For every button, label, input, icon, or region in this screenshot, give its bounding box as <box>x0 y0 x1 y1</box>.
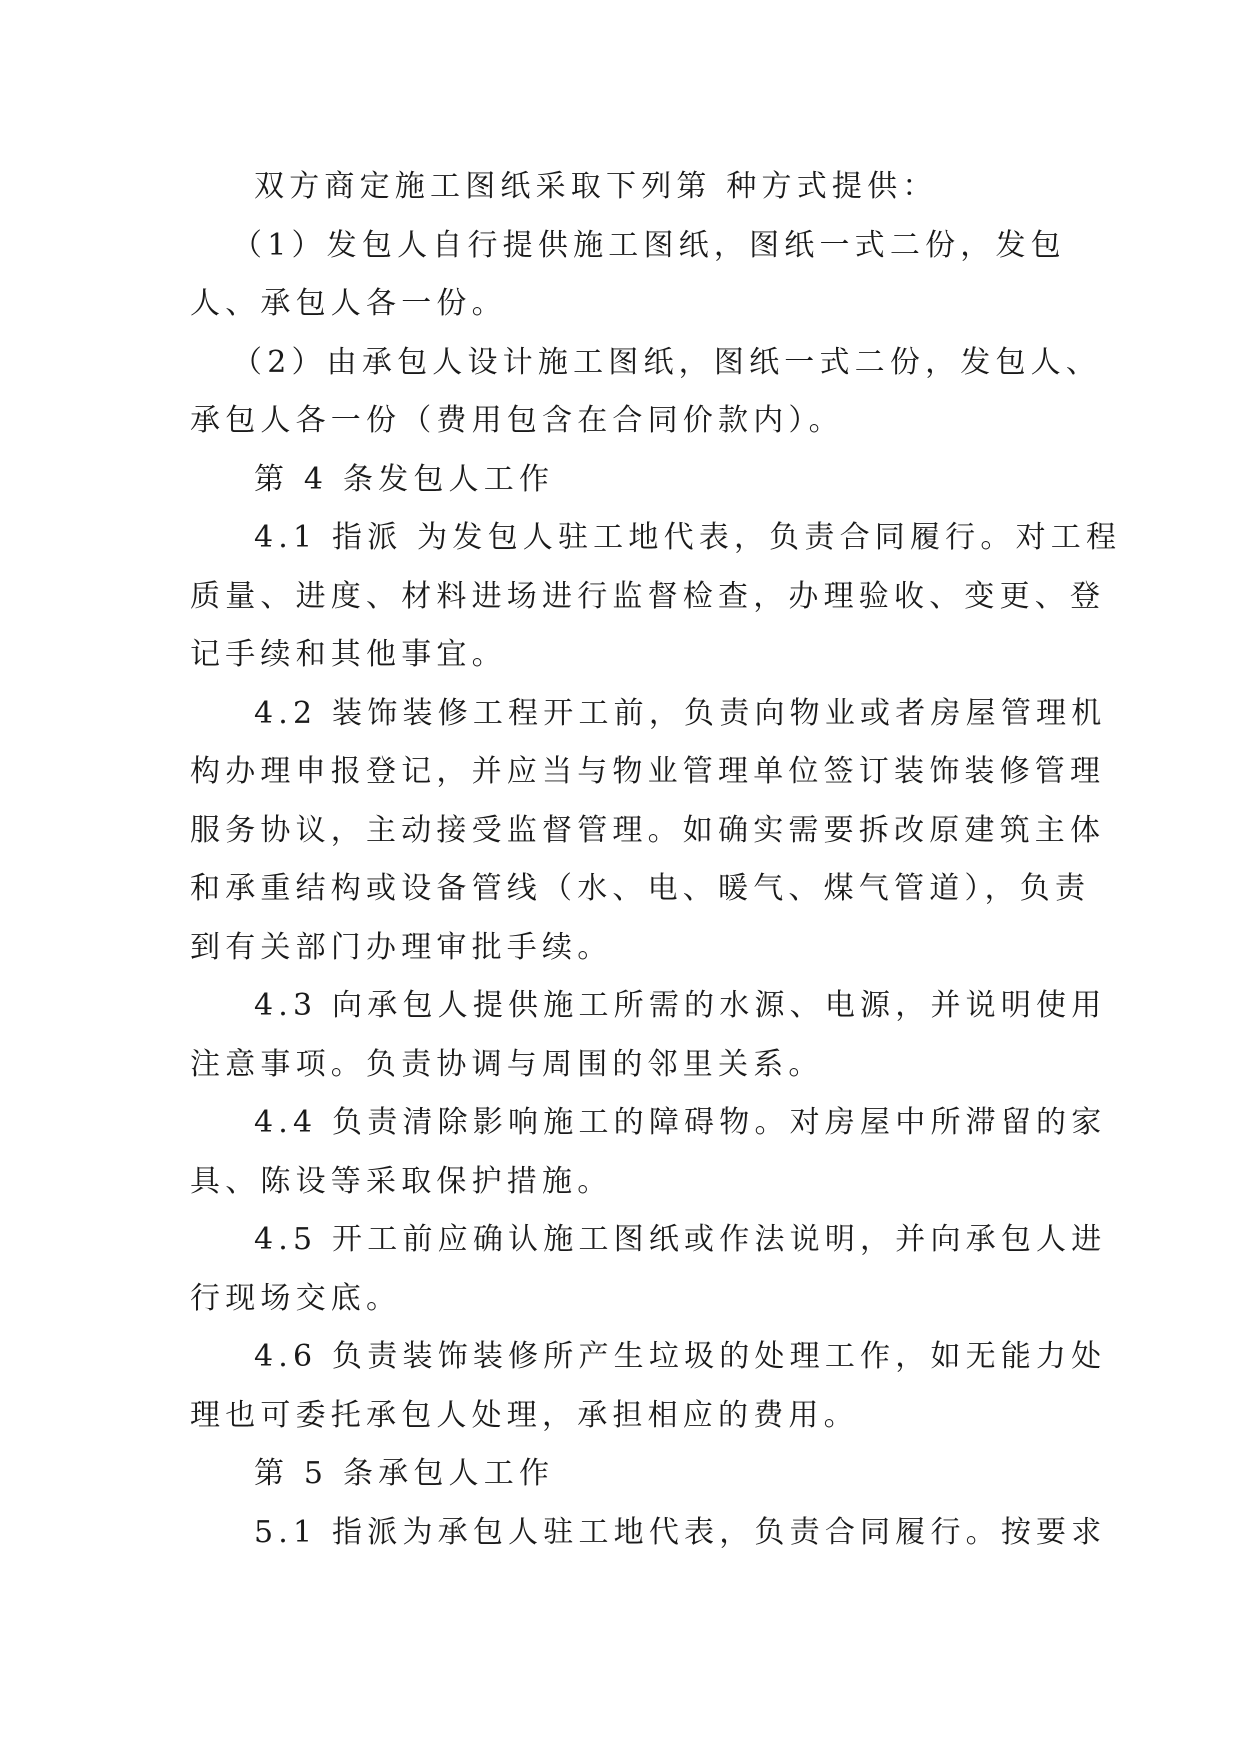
text-line: 4.2 装饰装修工程开工前，负责向物业或者房屋管理机 <box>254 695 1107 731</box>
text-line: 服务协议，主动接受监督管理。如确实需要拆改原建筑主体 <box>190 812 1106 848</box>
text-line: （1）发包人自行提供施工图纸，图纸一式二份，发包 <box>232 227 1066 263</box>
text-line: 4.5 开工前应确认施工图纸或作法说明，并向承包人进 <box>254 1222 1107 1257</box>
section-heading: 第 4 条发包人工作 <box>254 461 555 497</box>
text-line: 5.1 指派为承包人驻工地代表，负责合同履行。按要求 <box>254 1514 1107 1550</box>
text-line: 4.3 向承包人提供施工所需的水源、电源，并说明使用 <box>254 988 1107 1023</box>
text-line: 理也可委托承包人处理，承担相应的费用。 <box>190 1397 859 1433</box>
text-line: 到有关部门办理审批手续。 <box>190 929 613 965</box>
text-line: 承包人各一份（费用包含在合同价款内）。 <box>190 403 844 438</box>
text-line: 质量、进度、材料进场进行监督检查，办理验收、变更、登 <box>190 578 1106 614</box>
text-line: 具、陈设等采取保护措施。 <box>190 1163 613 1199</box>
document-body <box>190 158 1122 1562</box>
text-line: 注意事项。负责协调与周围的邻里关系。 <box>190 1046 824 1082</box>
text-line: 人、承包人各一份。 <box>190 286 507 321</box>
text-line: 双方商定施工图纸采取下列第 种方式提供： <box>254 169 938 204</box>
text-line: 构办理申报登记，并应当与物业管理单位签订装饰装修管理 <box>190 754 1106 789</box>
text-line: 4.4 负责清除影响施工的障碍物。对房屋中所滞留的家 <box>254 1105 1107 1140</box>
text-line: 记手续和其他事宜。 <box>190 637 507 672</box>
text-line: 行现场交底。 <box>190 1280 402 1316</box>
section-heading: 第 5 条承包人工作 <box>254 1456 555 1491</box>
text-line: 4.6 负责装饰装修所产生垃圾的处理工作，如无能力处 <box>254 1339 1107 1374</box>
text-line: 4.1 指派 为发包人驻工地代表，负责合同履行。对工程 <box>254 520 1122 555</box>
text-line: 和承重结构或设备管线（水、电、暖气、煤气管道），负责 <box>190 871 1091 906</box>
text-line: （2）由承包人设计施工图纸，图纸一式二份，发包人、 <box>232 344 1102 380</box>
